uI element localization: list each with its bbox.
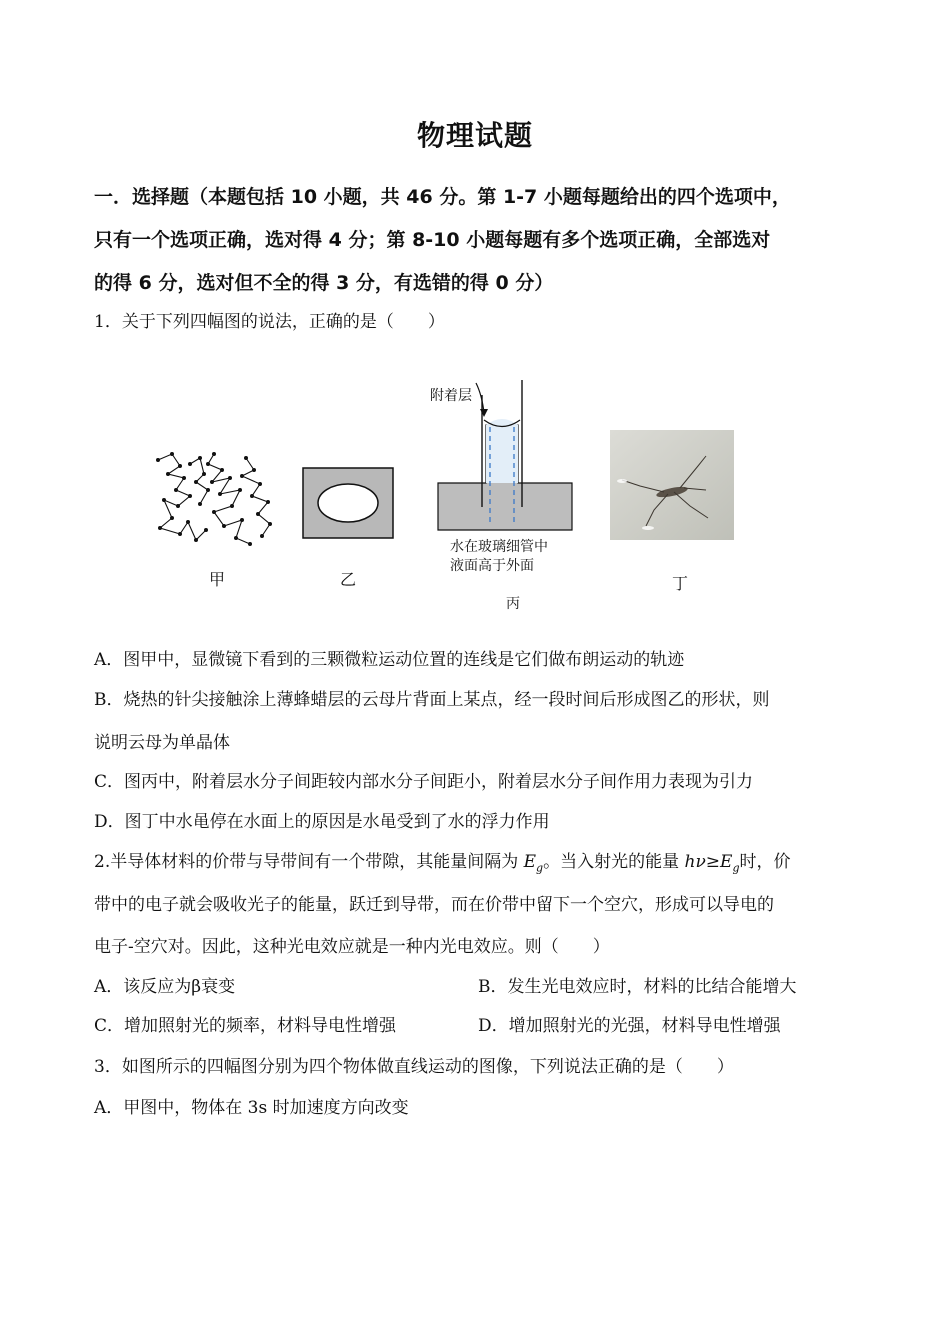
capillary-note [450,538,548,576]
q2-option-d: D．增加照射光的光强，材料导电性增强 [478,1016,781,1036]
caption-jia: 甲 [209,570,226,589]
q2-text-1: 2.半导体材料的价带与导带间有一个带隙，其能量间隔为 [94,852,524,872]
capillary-tube-figure [436,375,574,535]
q1-option-a: A．图甲中，显微镜下看到的三颗微粒运动位置的连线是它们做布朗运动的轨迹 [94,650,685,670]
page-title: 物理试题 [416,119,533,152]
mica-wax-figure [302,467,394,539]
q2-text-3: 时，价 [739,852,791,872]
water-strider-photo [610,430,734,540]
q1-option-b-line-1: B．烧热的针尖接触涂上薄蜂蜡层的云母片背面上某点，经一段时间后形成图乙的形状，则 [94,690,770,710]
eg-subscript-2: g [732,861,740,875]
q1-option-c: C．图丙中，附着层水分子间距较内部水分子间距小，附着层水分子间作用力表现为引力 [94,772,754,792]
caption-bing: 丙 [506,596,520,612]
hv-symbol: hν≥ [684,852,721,872]
capillary-note-line-2: 液面高于外面 [450,558,534,574]
brownian-motion-figure [150,450,275,550]
q2-option-c: C．增加照射光的频率，材料导电性增强 [94,1016,397,1036]
q2-stem-line-3: 电子-空穴对。因此，这种光电效应就是一种内光电效应。则（ ） [94,937,610,957]
q1-stem: 1．关于下列四幅图的说法，正确的是（ ） [94,312,445,332]
section-heading [94,176,864,305]
section-line-3: 的得 6 分，选对但不全的得 3 分，有选错的得 0 分） [94,272,554,294]
eg-symbol-2: E [720,852,733,872]
caption-yi: 乙 [340,570,357,589]
q1-option-b-line-2: 说明云母为单晶体 [94,733,230,753]
q2-text-2: 。当入射光的能量 [543,852,685,872]
q1-figures [140,375,760,615]
caption-ding: 丁 [672,574,689,593]
q2-option-b: B．发生光电效应时，材料的比结合能增大 [478,977,797,997]
section-line-1: 一．选择题（本题包括 10 小题，共 46 分。第 1-7 小题每题给出的四个选项中， [94,186,791,208]
q3-stem: 3．如图所示的四幅图分别为四个物体做直线运动的图像，下列说法正确的是（ ） [94,1057,734,1077]
eg-subscript: g [536,861,544,875]
eg-symbol: E [523,852,537,872]
q2-stem-line-1 [94,850,791,880]
q1-option-d: D．图丁中水黾停在水面上的原因是水黾受到了水的浮力作用 [94,812,550,832]
q2-option-a: A．该反应为β衰变 [94,977,236,997]
q2-stem-line-2: 带中的电子就会吸收光子的能量，跃迁到导带，而在价带中留下一个空穴，形成可以导电的 [94,895,774,915]
q3-option-a: A．甲图中，物体在 3s 时加速度方向改变 [94,1098,409,1118]
capillary-note-line-1: 水在玻璃细管中 [450,539,548,555]
attach-layer-label: 附着层 [430,388,472,404]
section-line-2: 只有一个选项正确，选对得 4 分；第 8-10 小题每题有多个选项正确，全部选对 [94,229,771,251]
